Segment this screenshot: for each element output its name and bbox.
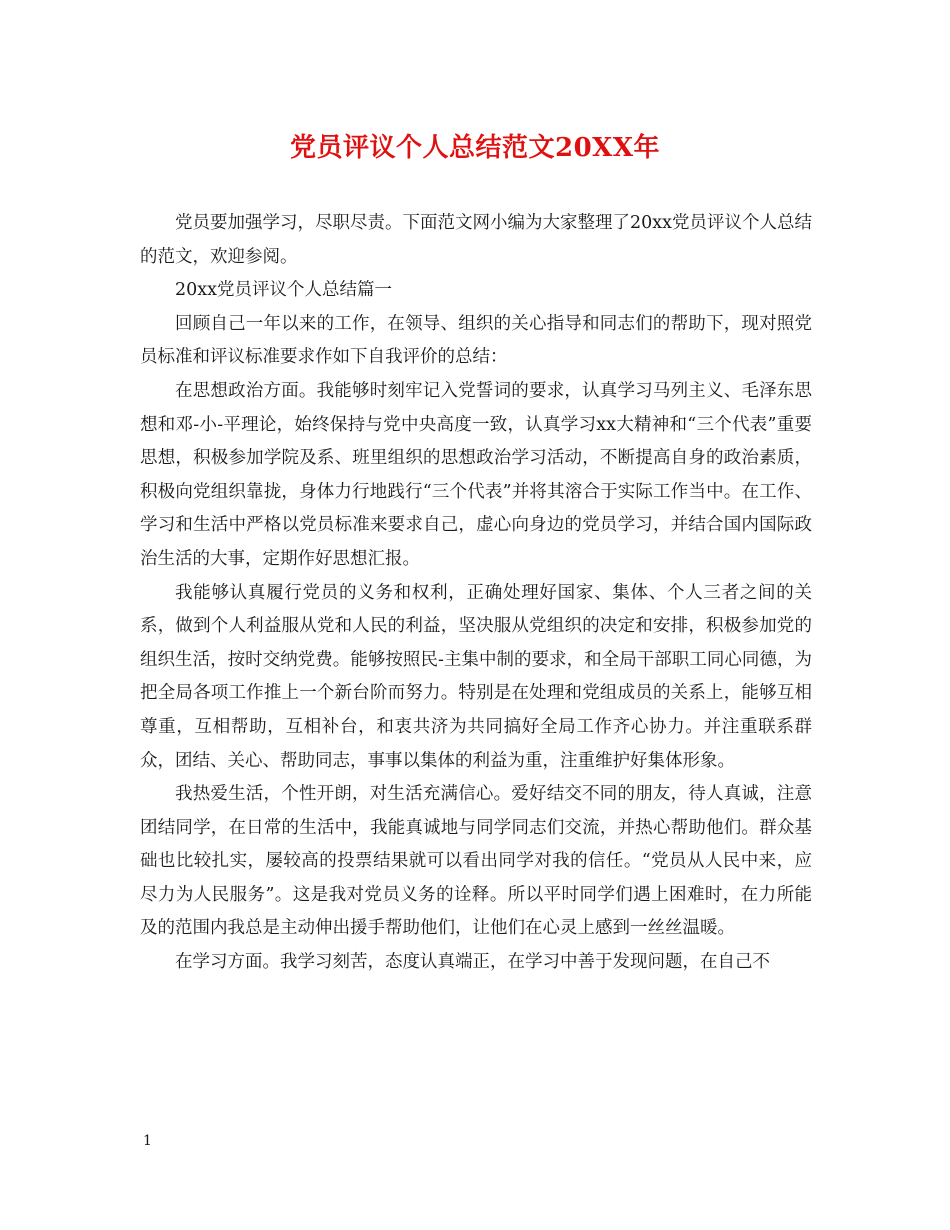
page-number: 1 bbox=[143, 1133, 152, 1149]
paragraph-duties: 我能够认真履行党员的义务和权利，正确处理好国家、集体、个人三者之间的关系，做到个人利益服从党和人民的利益，坚决服从党组织的决定和安排，积极参加党的组织生活，按时交纳党费。能够按照民-主集中制的要求，和全局干部职工同心同德，为把全局各项工作推上一个新台阶而努力。特别是在处理和党组成员的关系上，能够互相尊重，互相帮助，互相补台，和衷共济为共同搞好全局工作齐心协力。并注重联系群众，团结、关心、帮助同志，事事以集体的利益为重，注重维护好集体形象。 bbox=[140, 582, 812, 771]
paragraph-intro: 党员要加强学习，尽职尽责。下面范文网小编为大家整理了20xx党员评议个人总结的范文，欢迎参阅。 bbox=[140, 213, 813, 267]
paragraph-political: 在思想政治方面。我能够时刻牢记入党誓词的要求，认真学习马列主义、毛泽东思想和邓-小-平理论，始终保持与党中央高度一致，认真学习xx大精神和“三个代表”重要思想，积极参加学院及系、班里组织的思想政治学习活动，不断提高自身的政治素质，积极向党组织靠拢，身体力行地践行“三个代表”并将其溶合于实际工作当中。在工作、学习和生活中严格以党员标准来要求自己，虚心向身边的党员学习，并结合国内国际政治生活的大事，定期作好思想汇报。 bbox=[140, 380, 812, 569]
paragraph-life: 我热爱生活，个性开朗，对生活充满信心。爱好结交不同的朋友，待人真诚，注意团结同学，在日常的生活中，我能真诚地与同学同志们交流，并热心帮助他们。群众基础也比较扎实，屡较高的投票结果就可以看出同学对我的信任。“党员从人民中来，应尽力为人民服务”。这是我对党员义务的诠释。所以平时同学们遇上困难时，在力所能及的范围内我总是主动伸出援手帮助他们，让他们在心灵上感到一丝丝温暖。 bbox=[140, 784, 812, 939]
document-body bbox=[140, 207, 812, 980]
paragraph-study: 在学习方面。我学习刻苦，态度认真端正，在学习中善于发现问题，在自己不 bbox=[175, 952, 770, 973]
section-heading: 20xx党员评议个人总结篇一 bbox=[175, 280, 393, 301]
document-title: 党员评议个人总结范文20XX年 bbox=[289, 133, 661, 163]
paragraph-review: 回顾自己一年以来的工作，在领导、组织的关心指导和同志们的帮助下，现对照党员标准和评议标准要求作如下自我评价的总结： bbox=[140, 313, 812, 368]
